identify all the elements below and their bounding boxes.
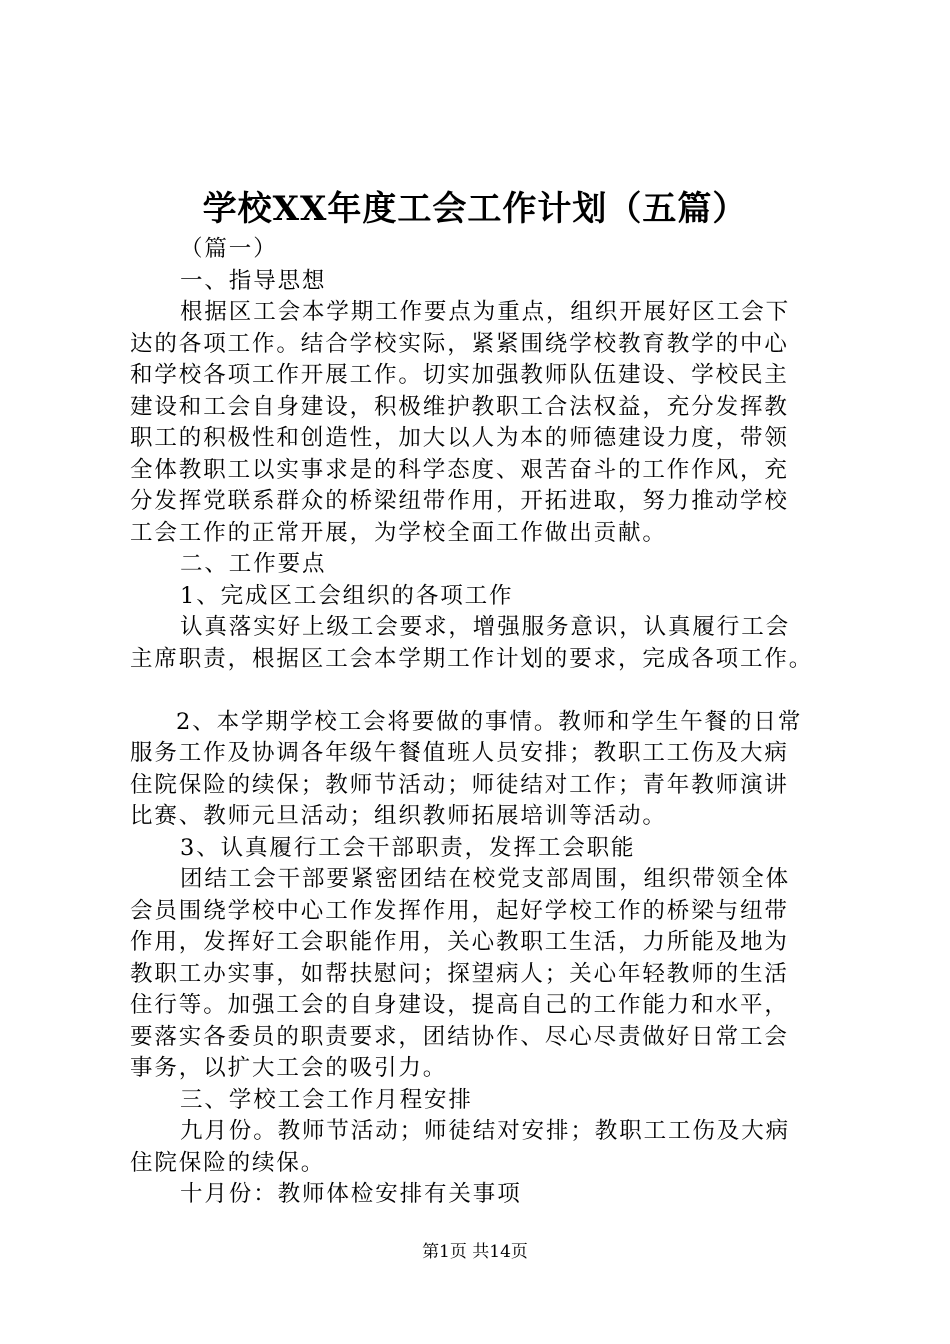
paragraph-line: 工会工作的正常开展，为学校全面工作做出贡献。: [130, 519, 667, 546]
paragraph-line: 事务，以扩大工会的吸引力。: [130, 1055, 448, 1081]
paragraph-line: 要落实各委员的职责要求，团结协作、尽心尽责做好日常工会: [130, 1023, 789, 1050]
paragraph-line: 达的各项工作。结合学校实际，紧紧围绕学校教育教学的中心: [130, 330, 789, 357]
paragraph-line: 全体教职工以实事求是的科学态度、艰苦奋斗的工作作风，充: [130, 456, 789, 483]
paragraph-line: 会员围绕学校中心工作发挥作用，起好学校工作的桥梁与纽带: [130, 897, 789, 924]
paragraph-line: 住院保险的续保。: [130, 1149, 326, 1176]
paragraph-line: 分发挥党联系群众的桥梁纽带作用，开拓进取，努力推动学校: [130, 488, 789, 514]
paragraph-line: 九月份。教师节活动；师徒结对安排；教职工工伤及大病: [180, 1118, 791, 1144]
paragraph-line: 建设和工会自身建设，积极维护教职工合法权益，充分发挥教: [130, 393, 789, 420]
paragraph-line: 教职工办实事，如帮扶慰问；探望病人；关心年轻教师的生活: [130, 960, 789, 987]
paragraph-line: 住行等。加强工会的自身建设，提高自己的工作能力和水平，: [130, 992, 789, 1018]
heading: 一、指导思想: [180, 267, 327, 294]
page-number: 第1页 共14页: [422, 1242, 528, 1262]
paragraph-line: 2、本学期学校工会将要做的事情。教师和学生午餐的日常: [176, 708, 803, 735]
section-label: （篇一）: [180, 236, 278, 262]
document-body: [130, 234, 846, 1211]
paragraph-line: 职工的积极性和创造性，加大以人为本的师德建设力度，带领: [130, 425, 789, 451]
subheading: 1、完成区工会组织的各项工作: [180, 582, 514, 609]
paragraph-line: 根据区工会本学期工作要点为重点，组织开展好区工会下: [180, 299, 791, 325]
paragraph-line: 主席职责，根据区工会本学期工作计划的要求，完成各项工作。: [130, 645, 814, 672]
heading: 三、学校工会工作月程安排: [180, 1086, 473, 1113]
blank-line: [130, 675, 846, 707]
heading: 二、工作要点: [180, 551, 327, 577]
paragraph-line: 和学校各项工作开展工作。切实加强教师队伍建设、学校民主: [130, 362, 789, 388]
paragraph-line: 认真落实好上级工会要求，增强服务意识，认真履行工会: [180, 614, 791, 640]
paragraph-line: 十月份：教师体检安排有关事项: [180, 1181, 522, 1207]
paragraph-line: 作用，发挥好工会职能作用，关心教职工生活，力所能及地为: [130, 929, 789, 955]
subheading: 3、认真履行工会干部职责，发挥工会职能: [180, 834, 636, 861]
document-title: 学校XX年度工会工作计划（五篇）: [202, 189, 748, 229]
paragraph-line: 住院保险的续保；教师节活动；师徒结对工作；青年教师演讲: [130, 771, 789, 798]
paragraph-line: 服务工作及协调各年级午餐值班人员安排；教职工工伤及大病: [130, 740, 789, 766]
paragraph-line: 团结工会干部要紧密团结在校党支部周围，组织带领全体: [180, 866, 791, 892]
paragraph-line: 比赛、教师元旦活动；组织教师拓展培训等活动。: [130, 803, 667, 829]
